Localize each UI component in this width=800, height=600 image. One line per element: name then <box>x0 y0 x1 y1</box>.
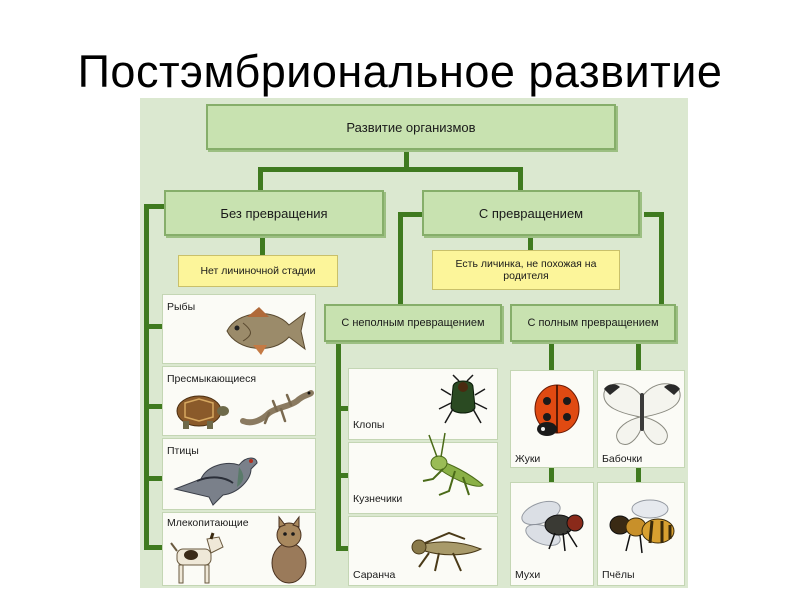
fly-icon <box>515 495 591 557</box>
group-label-bees: Пчёлы <box>602 569 635 581</box>
larva-note-line2: родителя <box>503 270 549 282</box>
complete-metamorphosis-label: С полным превращением <box>527 317 659 329</box>
turtle-icon <box>171 389 229 433</box>
connector <box>144 404 162 409</box>
card-birds <box>162 438 316 510</box>
group-label-bugs: Клопы <box>353 419 385 431</box>
metamorphosis-label: С превращением <box>478 205 584 221</box>
card-butterflies <box>597 370 685 468</box>
card-bugs <box>348 368 498 440</box>
incomplete-metamorphosis-label: С неполным превращением <box>341 317 485 329</box>
connector <box>636 341 641 371</box>
group-label-beetles: Жуки <box>515 453 541 465</box>
no-metamorphosis-label: Без превращения <box>220 205 328 221</box>
root-node <box>206 104 616 150</box>
no-larval-stage-text: Нет личиночной стадии <box>200 265 316 277</box>
fish-icon <box>213 301 309 361</box>
card-beetles <box>510 370 594 468</box>
larva-note <box>432 250 620 290</box>
connector <box>144 545 162 550</box>
larva-note-line1: Есть личинка, не похожая на <box>455 258 597 270</box>
connector <box>549 341 554 371</box>
card-flies <box>510 482 594 586</box>
locust-icon <box>405 519 489 577</box>
connector <box>518 167 523 191</box>
group-label-locusts: Саранча <box>353 569 396 581</box>
card-reptiles <box>162 366 316 436</box>
root-label: Развитие организмов <box>346 119 476 135</box>
no-metamorphosis-node <box>164 190 384 236</box>
connector <box>549 466 554 482</box>
ladybug-icon <box>525 375 585 441</box>
group-label-birds: Птицы <box>167 445 199 457</box>
group-label-butterflies: Бабочки <box>602 453 643 465</box>
connector <box>659 212 664 308</box>
connector <box>144 476 162 481</box>
connector <box>336 341 341 551</box>
card-bees <box>597 482 685 586</box>
bee-icon <box>602 495 682 559</box>
connector <box>398 212 403 308</box>
butterfly-icon <box>600 377 684 449</box>
connector <box>636 466 641 482</box>
group-label-reptiles: Пресмыкающиеся <box>167 373 257 385</box>
group-label-fish: Рыбы <box>167 301 196 313</box>
card-fish <box>162 294 316 364</box>
lizard-icon <box>239 381 313 431</box>
incomplete-metamorphosis-node <box>324 304 502 342</box>
card-locusts <box>348 516 498 586</box>
cat-icon <box>267 517 313 585</box>
card-grasshoppers <box>348 442 498 514</box>
no-larval-stage-note <box>178 255 338 287</box>
connector <box>258 167 263 191</box>
connector <box>258 167 522 172</box>
dog-icon <box>167 531 227 585</box>
bug-icon <box>437 375 489 427</box>
card-mammals <box>162 512 316 586</box>
grasshopper-icon <box>409 433 493 503</box>
metamorphosis-node <box>422 190 640 236</box>
pigeon-icon <box>167 435 263 507</box>
slide-title: Постэмбриональное развитие <box>77 46 723 97</box>
connector <box>144 204 149 550</box>
connector <box>144 324 162 329</box>
group-label-mammals: Млекопитающие <box>167 517 249 529</box>
group-label-flies: Мухи <box>515 569 541 581</box>
group-label-grasshoppers: Кузнечики <box>353 493 403 505</box>
complete-metamorphosis-node <box>510 304 676 342</box>
development-diagram <box>140 98 688 588</box>
